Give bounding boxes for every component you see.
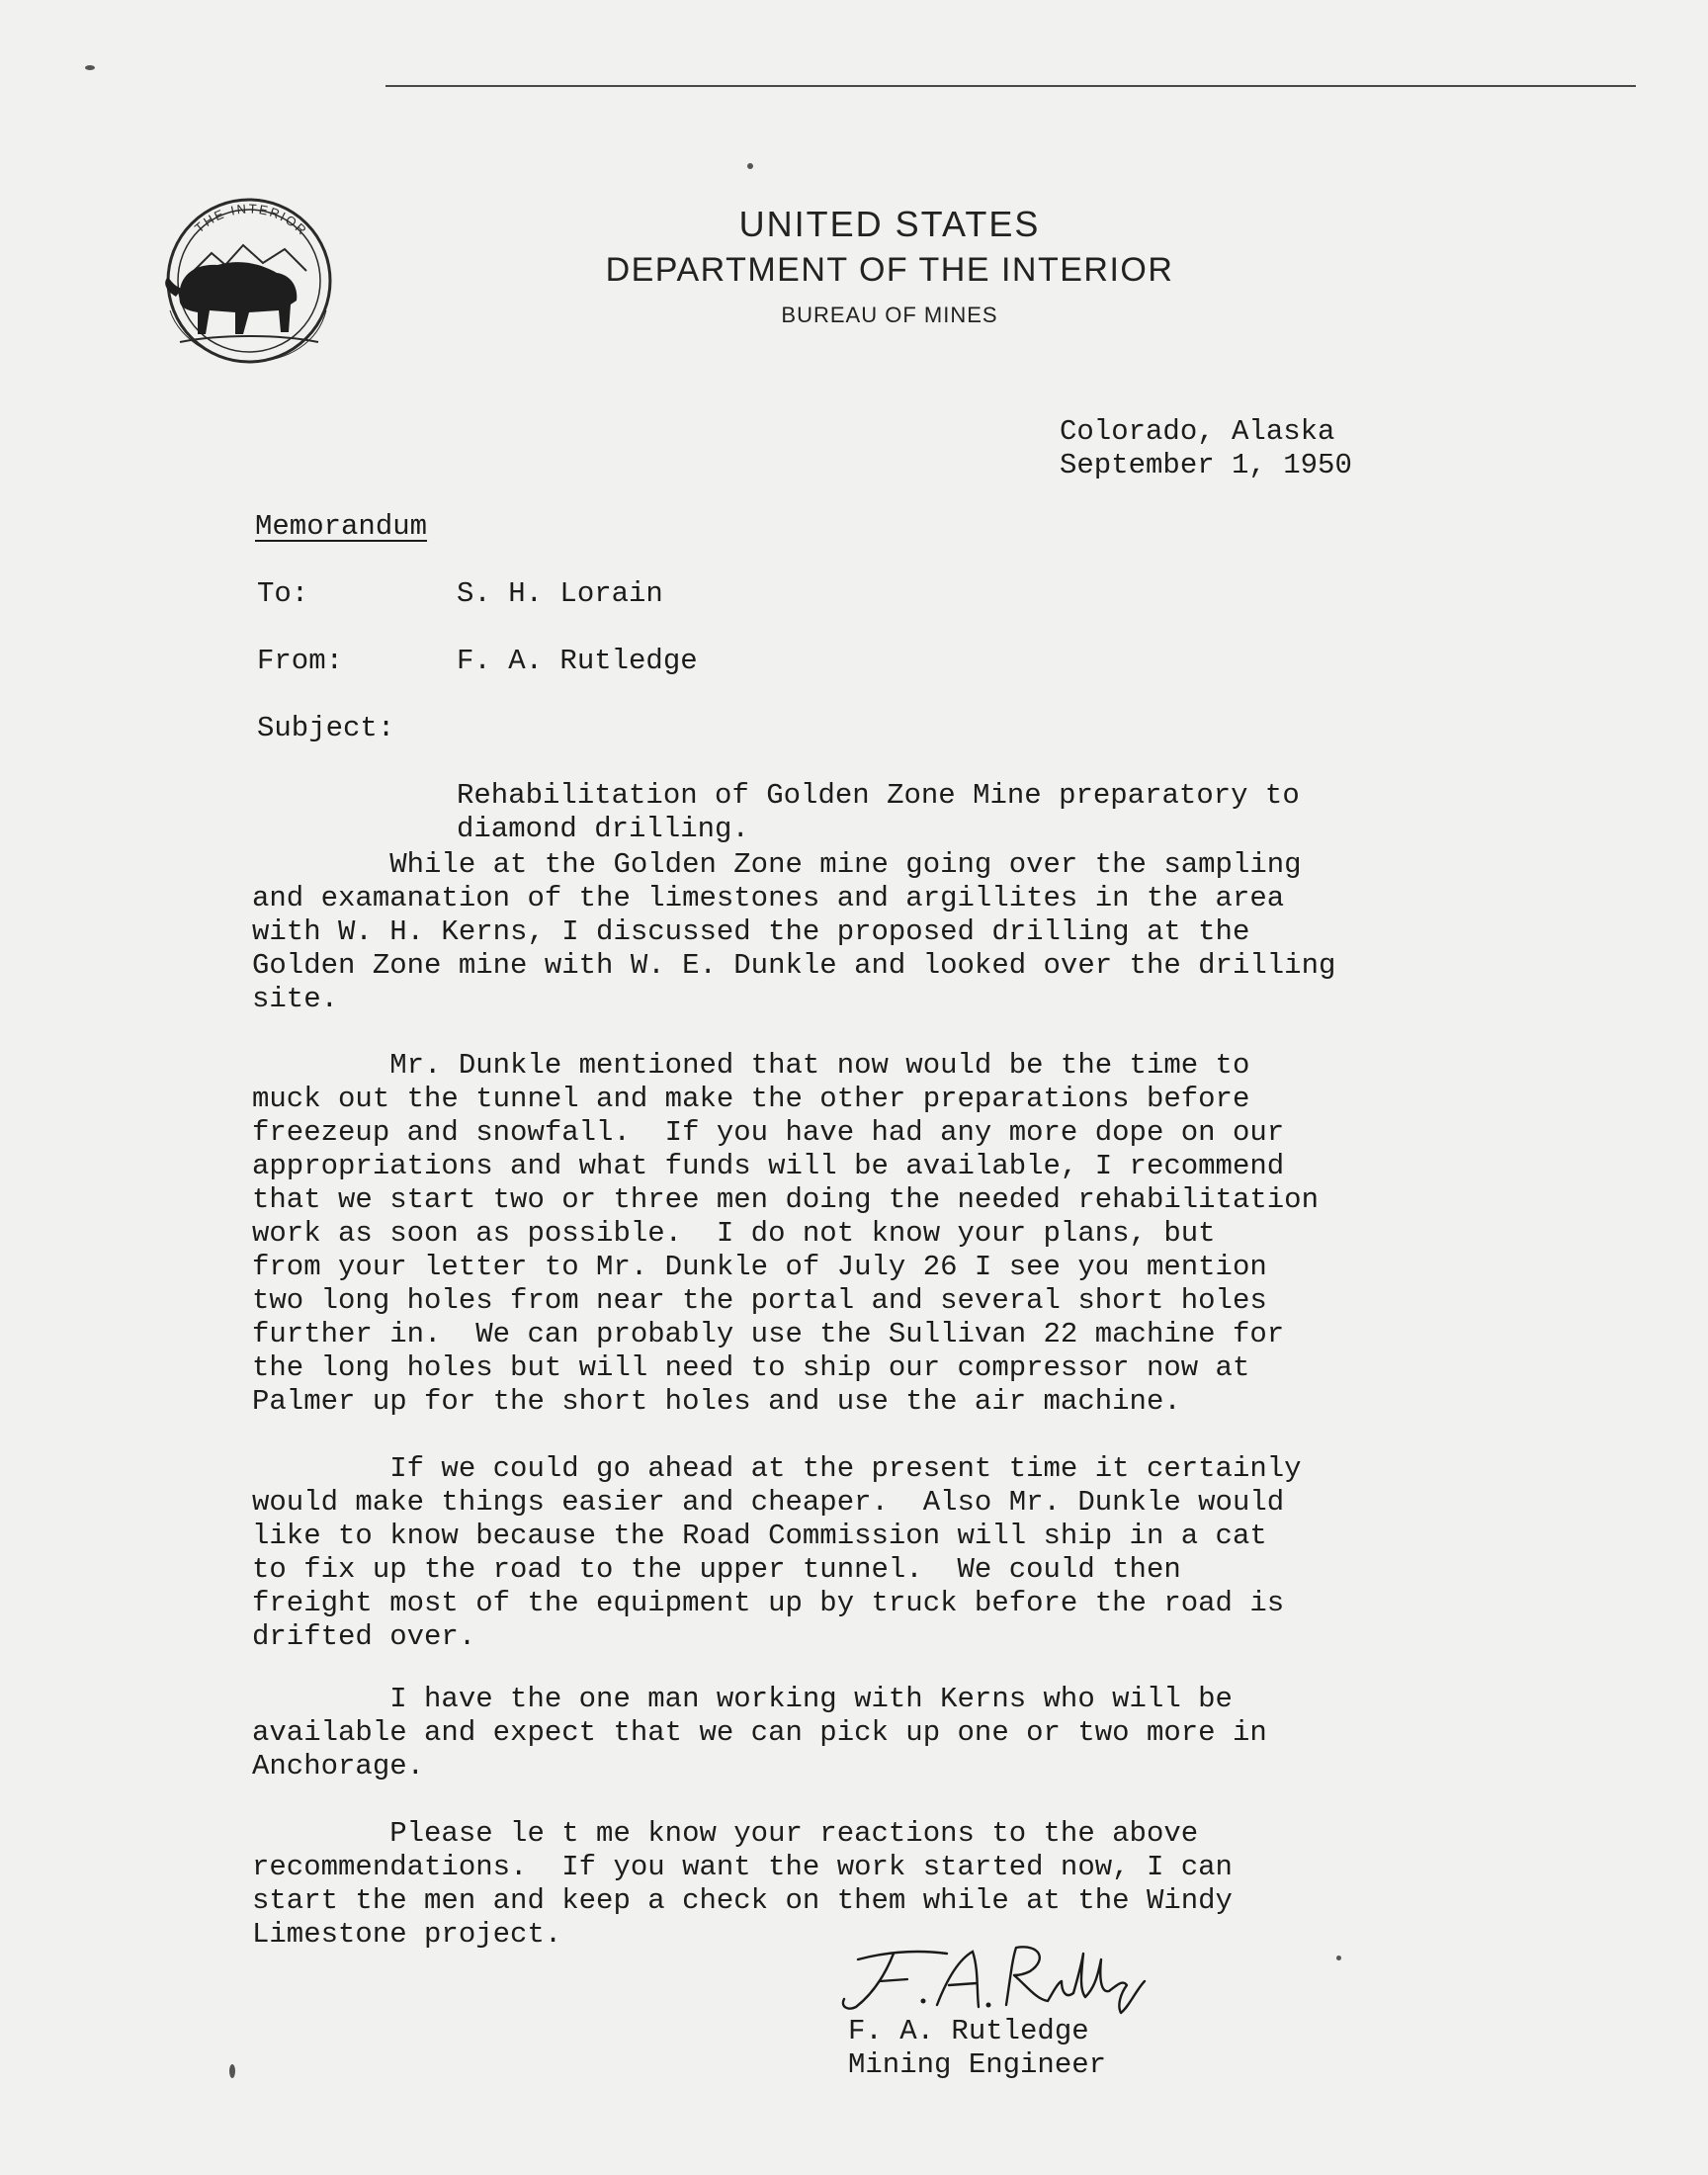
body-paragraph	[252, 1452, 1537, 1654]
paragraph-line: would make things easier and cheaper. Also Mr. Dunkle would	[252, 1486, 1285, 1519]
subject-label: Subject:	[257, 712, 395, 744]
to-value: S. H. Lorain	[457, 577, 663, 610]
memo-label: Memorandum	[255, 510, 428, 543]
to-label: To:	[257, 577, 309, 610]
paragraph-line: Palmer up for the short holes and use the air machine.	[252, 1385, 1181, 1418]
from-label: From:	[257, 645, 344, 677]
paragraph-line: muck out the tunnel and make the other preparations before	[252, 1083, 1250, 1115]
from-value: F. A. Rutledge	[457, 645, 698, 677]
paragraph-line: While at the Golden Zone mine going over the sampling	[252, 848, 1302, 881]
seal-text: THE INTERIOR	[191, 201, 311, 239]
paragraph-line: further in. We can probably use the Sullivan 22 machine for	[252, 1318, 1285, 1350]
paragraph-line: that we start two or three men doing the needed rehabilitation	[252, 1183, 1319, 1216]
paragraph-line: recommendations. If you want the work started now, I can	[252, 1851, 1233, 1883]
paragraph-line: to fix up the road to the upper tunnel. We could then	[252, 1553, 1181, 1586]
body-paragraph	[252, 848, 1537, 1016]
paragraph-line: work as soon as possible. I do not know your plans, but	[252, 1217, 1216, 1250]
scan-speck	[229, 2064, 235, 2078]
body-paragraph	[252, 1683, 1537, 1784]
letterhead-department: DEPARTMENT OF THE INTERIOR	[605, 251, 1174, 289]
scan-speck	[747, 163, 753, 169]
body-paragraph	[252, 1049, 1537, 1419]
paragraph-line: the long holes but will need to ship our compressor now at	[252, 1351, 1250, 1384]
subject-line: Rehabilitation of Golden Zone Mine preparatory to	[457, 779, 1300, 812]
paragraph-line: Mr. Dunkle mentioned that now would be the time to	[252, 1049, 1250, 1082]
paragraph-line: like to know because the Road Commission will ship in a cat	[252, 1520, 1267, 1552]
subject-line: diamond drilling.	[457, 813, 749, 845]
paragraph-line: freezeup and snowfall. If you have had any more dope on our	[252, 1116, 1285, 1149]
paragraph-line: appropriations and what funds will be available, I recommend	[252, 1150, 1285, 1182]
memo-place: Colorado, Alaska	[1060, 415, 1335, 448]
handwritten-signature	[828, 1930, 1164, 2019]
paragraph-line: Limestone project.	[252, 1918, 562, 1951]
letterhead-bureau: BUREAU OF MINES	[781, 303, 998, 327]
top-rule	[385, 85, 1636, 87]
paragraph-line: Please le t me know your reactions to the above	[252, 1817, 1199, 1850]
signer-title: Mining Engineer	[848, 2048, 1107, 2081]
svg-text:THE INTERIOR	[192, 201, 310, 238]
scan-speck	[85, 65, 95, 70]
paragraph-line: two long holes from near the portal and several short holes	[252, 1284, 1267, 1317]
paragraph-line: site.	[252, 983, 339, 1015]
paragraph-line: drifted over.	[252, 1620, 476, 1653]
paragraph-line: Anchorage.	[252, 1750, 425, 1783]
paragraph-line: If we could go ahead at the present time it certainly	[252, 1452, 1302, 1485]
letterhead-country: UNITED STATES	[738, 204, 1041, 244]
paragraph-line: available and expect that we can pick up one or two more in	[252, 1716, 1267, 1749]
paragraph-line: freight most of the equipment up by truck before the road is	[252, 1587, 1285, 1619]
paragraph-line: and examanation of the limestones and argillites in the area	[252, 882, 1285, 914]
scan-speck	[1336, 1956, 1341, 1960]
paragraph-line: from your letter to Mr. Dunkle of July 26 I see you mention	[252, 1251, 1267, 1283]
department-seal-icon	[140, 194, 350, 372]
letterhead	[494, 203, 1285, 335]
paragraph-line: Golden Zone mine with W. E. Dunkle and looked over the drilling	[252, 949, 1336, 982]
paragraph-line: I have the one man working with Kerns who will be	[252, 1683, 1233, 1715]
memo-date: September 1, 1950	[1060, 449, 1352, 481]
paragraph-line: with W. H. Kerns, I discussed the proposed drilling at the	[252, 915, 1250, 948]
paragraph-line: start the men and keep a check on them while at the Windy	[252, 1884, 1233, 1917]
signer-name: F. A. Rutledge	[848, 2015, 1089, 2047]
